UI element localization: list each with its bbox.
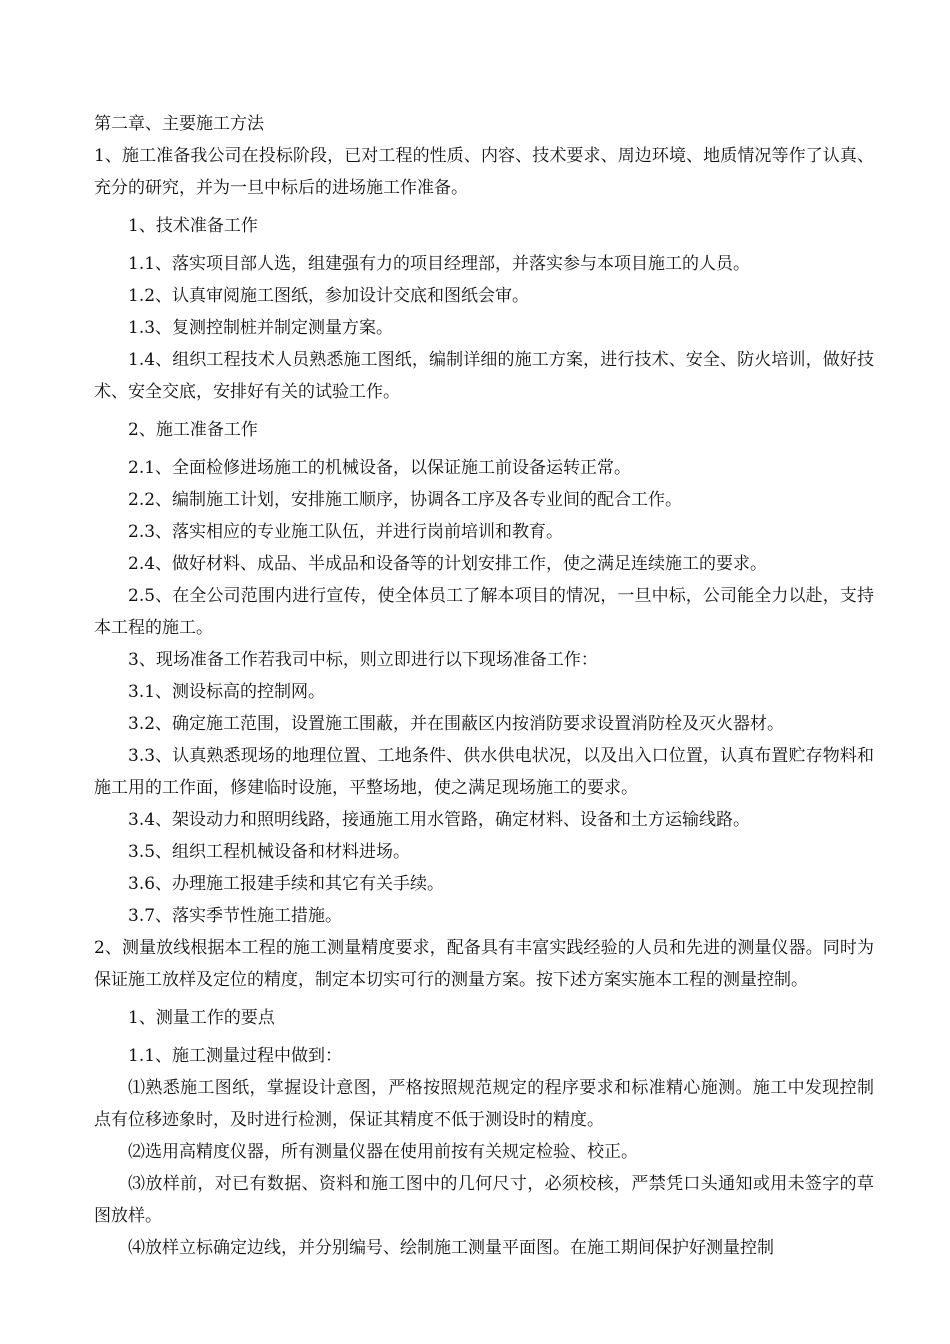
list-item-2: ⑵选用高精度仪器，所有测量仪器在使用前按有关规定检验、校正。 (128, 1142, 638, 1162)
chapter-title: 第二章、主要施工方法 (94, 114, 264, 134)
paragraph-3-1: 3.1、测设标高的控制网。 (128, 682, 326, 702)
paragraph-survey-1-1: 1.1、施工测量过程中做到： (128, 1046, 343, 1066)
paragraph-3-5: 3.5、组织工程机械设备和材料进场。 (128, 842, 411, 862)
subsection-heading-survey-1: 1、测量工作的要点 (128, 1008, 275, 1028)
paragraph-2-3: 2.3、落实相应的专业施工队伍，并进行岗前培训和教育。 (128, 522, 564, 542)
section-1-intro: 1、施工准备我公司在投标阶段，已对工程的性质、内容、技术要求、周边环境、地质情况等作了认真、充分的研究，并为一旦中标后的进场施工作准备。 (94, 146, 874, 198)
list-item-4: ⑷放样立标确定边线，并分别编号、绘制施工测量平面图。在施工期间保护好测量控制 (128, 1238, 774, 1258)
paragraph-3-2: 3.2、确定施工范围，设置施工围蔽，并在围蔽区内按消防要求设置消防栓及灭火器材。 (128, 714, 785, 734)
paragraph-1-1: 1.1、落实项目部人选，组建强有力的项目经理部，并落实参与本项目施工的人员。 (128, 254, 751, 274)
subsection-heading-1: 1、技术准备工作 (128, 216, 258, 236)
section-2-intro: 2、测量放线根据本工程的施工测量精度要求，配备具有丰富实践经验的人员和先进的测量仪器。同时为保证施工放样及定位的精度，制定本切实可行的测量方案。按下述方案实施本工程的测量控制。 (94, 938, 874, 990)
paragraph-2-4: 2.4、做好材料、成品、半成品和设备等的计划安排工作，使之满足连续施工的要求。 (128, 554, 768, 574)
subsection-heading-2: 2、施工准备工作 (128, 420, 258, 440)
paragraph-3-3: 3.3、认真熟悉现场的地理位置、工地条件、供水供电状况，以及出入口位置，认真布置贮存物料和施工用的工作面，修建临时设施，平整场地，使之满足现场施工的要求。 (94, 746, 874, 798)
list-item-3: ⑶放样前，对已有数据、资料和施工图中的几何尺寸，必须校核，严禁凭口头通知或用未签字的草图放样。 (94, 1174, 874, 1226)
paragraph-2-2: 2.2、编制施工计划，安排施工顺序，协调各工序及各专业间的配合工作。 (128, 490, 683, 510)
paragraph-3-4: 3.4、架设动力和照明线路，接通施工用水管路，确定材料、设备和土方运输线路。 (128, 810, 751, 830)
paragraph-2-1: 2.1、全面检修进场施工的机械设备，以保证施工前设备运转正常。 (128, 458, 632, 478)
paragraph-3-7: 3.7、落实季节性施工措施。 (128, 906, 343, 926)
list-item-1: ⑴熟悉施工图纸，掌握设计意图，严格按照规范规定的程序要求和标准精心施测。施工中发现控制点有位移迹象时，及时进行检测，保证其精度不低于测设时的精度。 (94, 1078, 874, 1130)
paragraph-3-6: 3.6、办理施工报建手续和其它有关手续。 (128, 874, 445, 894)
paragraph-1-2: 1.2、认真审阅施工图纸，参加设计交底和图纸会审。 (128, 286, 530, 306)
paragraph-2-5: 2.5、在全公司范围内进行宣传，使全体员工了解本项目的情况，一旦中标，公司能全力以赴，支持本工程的施工。 (94, 586, 874, 638)
paragraph-1-3: 1.3、复测控制桩并制定测量方案。 (128, 318, 394, 338)
document-page (94, 108, 874, 1264)
subsection-heading-3: 3、现场准备工作若我司中标，则立即进行以下现场准备工作： (128, 650, 598, 670)
paragraph-1-4: 1.4、组织工程技术人员熟悉施工图纸，编制详细的施工方案，进行技术、安全、防火培训，做好技术、安全交底，安排好有关的试验工作。 (94, 350, 874, 402)
